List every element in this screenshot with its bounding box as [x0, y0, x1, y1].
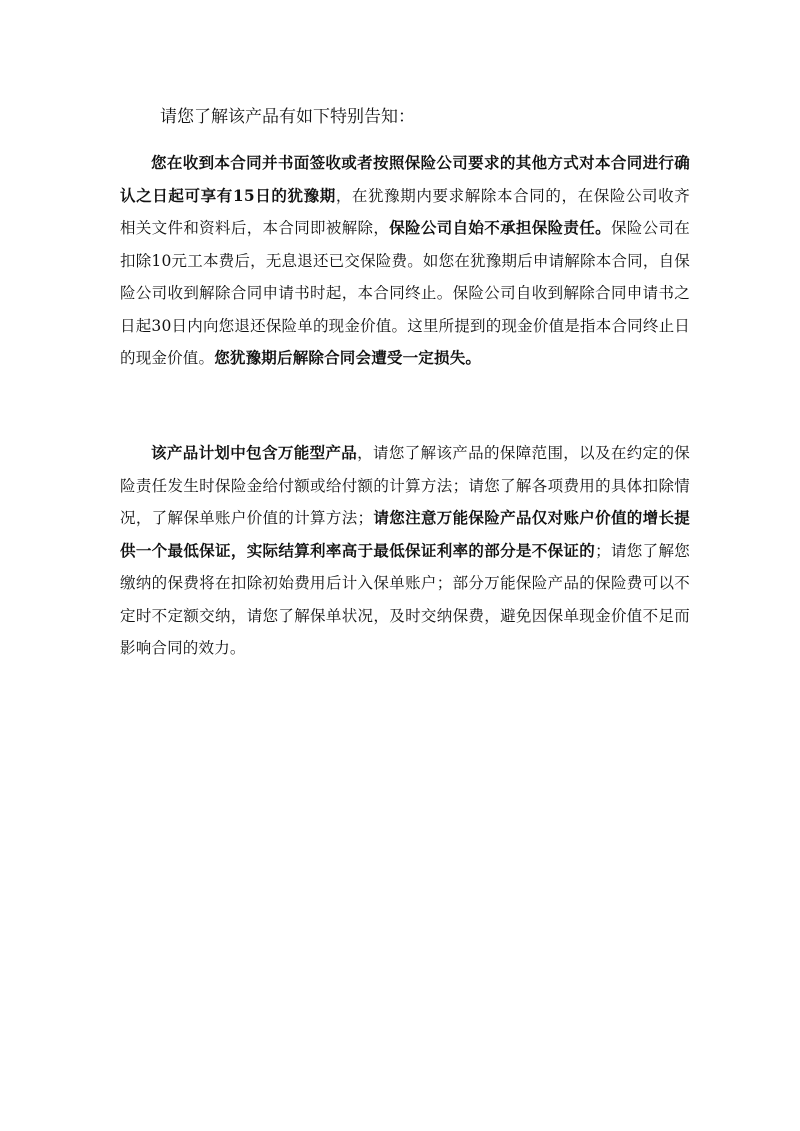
paragraph-1-segment-1: 您在收到本合同并书面签收或者按照保险公司要求的其他方式对本合同进行确认之日起可享有15日的犹豫期 [120, 153, 690, 205]
paragraph-1-segment-3: 保险公司自始不承担保险责任。 [389, 218, 611, 237]
notice-paragraph-cooling-off [120, 147, 690, 375]
notice-paragraph-universal-life [120, 437, 690, 665]
paragraph-2-segment-2: ，请您了解该产品的保障范围，以及在约定的保险责任发生时保险金给付额或给付额的计算方法；请您了解各项费用的具体扣除情况，了解保单账户价值的计算方法； [120, 444, 691, 527]
paragraph-1-segment-4: 保险公司在扣除10元工本费后，无息退还已交保险费。如您在犹豫期后申请解除本合同，自保险公司收到解除合同申请书时起，本合同终止。保险公司自收到解除合同申请书之日起30日内向您退还保险单的现金价值。这里所提到的现金价值是指本合同终止日的现金价值。 [120, 219, 690, 367]
paragraph-1-segment-5: 您犹豫期后解除合同会遭受一定损失。 [214, 348, 482, 367]
paragraph-1-segment-2: ，在犹豫期内要求解除本合同的，在保险公司收齐相关文件和资料后，本合同即被解除， [120, 186, 690, 237]
paragraph-2-segment-1: 该产品计划中包含万能型产品 [151, 443, 358, 462]
notice-heading: 请您了解该产品有如下特别告知： [160, 107, 415, 127]
paragraph-2-segment-4: ；请您了解您缴纳的保费将在扣除初始费用后计入保单账户；部分万能保险产品的保险费可以不定时不定额交纳，请您了解保单状况，及时交纳保费，避免因保单现金价值不足而影响合同的效力。 [120, 541, 690, 657]
paragraph-2-segment-3: 请您注意万能保险产品仅对账户价值的增长提供一个最低保证，实际结算利率高于最低保证利率的部分是不保证的 [120, 508, 690, 560]
